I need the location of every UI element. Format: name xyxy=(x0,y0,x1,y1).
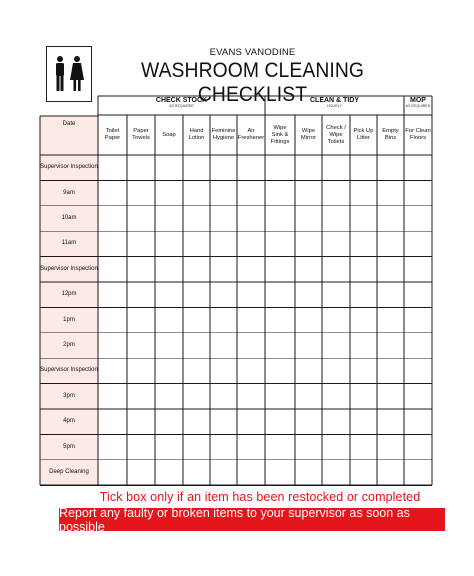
check-cell[interactable] xyxy=(99,283,126,306)
check-cell[interactable] xyxy=(99,385,126,408)
column-header-line: Floors xyxy=(409,135,427,141)
check-cell[interactable] xyxy=(351,283,376,306)
check-cell[interactable] xyxy=(238,207,264,230)
check-cell[interactable] xyxy=(266,207,294,230)
check-cell[interactable] xyxy=(238,308,264,331)
check-cell[interactable] xyxy=(184,232,209,255)
check-cell[interactable] xyxy=(351,258,376,281)
check-cell[interactable] xyxy=(184,258,209,281)
check-cell[interactable] xyxy=(238,359,264,382)
check-cell[interactable] xyxy=(211,461,236,484)
check-cell[interactable] xyxy=(405,283,431,306)
column-header xyxy=(404,117,432,153)
check-cell[interactable] xyxy=(211,410,236,433)
column-header-line: Wipe xyxy=(273,124,287,131)
check-cell[interactable] xyxy=(351,181,376,204)
check-cell[interactable] xyxy=(156,461,182,484)
row-label: 4pm xyxy=(63,418,75,425)
check-cell[interactable] xyxy=(211,156,236,179)
row-label: 9am xyxy=(63,189,75,196)
group-frequency: HOURLY xyxy=(327,104,342,108)
check-cell[interactable] xyxy=(296,435,321,458)
check-cell[interactable] xyxy=(184,385,209,408)
column-header xyxy=(98,117,127,153)
check-cell[interactable] xyxy=(296,410,321,433)
check-cell[interactable] xyxy=(156,385,182,408)
column-header-line: Hygiene xyxy=(212,135,235,141)
check-cell[interactable] xyxy=(128,258,154,281)
column-header xyxy=(237,117,265,153)
check-cell[interactable] xyxy=(351,308,376,331)
row-label: Supervisor Inspection xyxy=(40,265,98,272)
check-cell[interactable] xyxy=(211,207,236,230)
row-label: 2pm xyxy=(63,341,75,348)
check-cell[interactable] xyxy=(238,385,264,408)
check-cell[interactable] xyxy=(351,156,376,179)
check-cell[interactable] xyxy=(99,461,126,484)
check-cell[interactable] xyxy=(351,461,376,484)
check-cell[interactable] xyxy=(156,232,182,255)
column-header-line: Sink & xyxy=(271,131,289,138)
column-header xyxy=(127,117,155,153)
check-cell[interactable] xyxy=(296,385,321,408)
column-header-line: Toilets xyxy=(327,138,345,145)
check-cell[interactable] xyxy=(156,410,182,433)
check-cell[interactable] xyxy=(211,359,236,382)
check-cell[interactable] xyxy=(128,385,154,408)
check-cell[interactable] xyxy=(128,181,154,204)
check-cell[interactable] xyxy=(378,334,403,357)
check-cell[interactable] xyxy=(351,410,376,433)
column-header-line: Air xyxy=(247,128,255,134)
check-cell[interactable] xyxy=(378,359,403,382)
column-header-line: Pick Up xyxy=(353,128,374,134)
check-cell[interactable] xyxy=(128,461,154,484)
check-cell[interactable] xyxy=(323,181,349,204)
row-label: 5pm xyxy=(63,443,75,450)
check-cell[interactable] xyxy=(296,283,321,306)
check-cell[interactable] xyxy=(266,461,294,484)
check-cell[interactable] xyxy=(99,334,126,357)
row-label: Deep Cleaning xyxy=(49,468,89,475)
check-cell[interactable] xyxy=(238,435,264,458)
column-header-line: Lotion xyxy=(188,135,205,141)
check-cell[interactable] xyxy=(405,435,431,458)
check-cell[interactable] xyxy=(266,359,294,382)
check-cell[interactable] xyxy=(378,435,403,458)
tick-instruction: Tick box only if an item has been restocked or completed xyxy=(99,490,421,504)
check-cell[interactable] xyxy=(211,385,236,408)
row-label: 3pm xyxy=(63,392,75,399)
check-cell[interactable] xyxy=(296,334,321,357)
check-cell[interactable] xyxy=(156,435,182,458)
check-cell[interactable] xyxy=(323,359,349,382)
check-cell[interactable] xyxy=(99,258,126,281)
check-cell[interactable] xyxy=(128,435,154,458)
check-cell[interactable] xyxy=(156,181,182,204)
column-header-line: Soap xyxy=(162,131,176,138)
column-header-line: Feminine xyxy=(211,128,236,134)
check-cell[interactable] xyxy=(128,232,154,255)
check-cell[interactable] xyxy=(156,283,182,306)
check-cell[interactable] xyxy=(156,359,182,382)
check-cell[interactable] xyxy=(128,283,154,306)
check-cell[interactable] xyxy=(184,181,209,204)
check-cell[interactable] xyxy=(405,385,431,408)
check-cell[interactable] xyxy=(405,308,431,331)
check-cell[interactable] xyxy=(266,334,294,357)
check-cell[interactable] xyxy=(323,410,349,433)
check-cell[interactable] xyxy=(99,308,126,331)
check-cell[interactable] xyxy=(238,232,264,255)
check-cell[interactable] xyxy=(351,435,376,458)
check-cell[interactable] xyxy=(405,461,431,484)
row-label: 10am xyxy=(61,214,77,221)
row-label: 12pm xyxy=(61,291,77,298)
column-header xyxy=(265,117,295,153)
check-cell[interactable] xyxy=(378,410,403,433)
check-cell[interactable] xyxy=(184,283,209,306)
company-name: EVANS VANODINE xyxy=(209,47,296,58)
check-cell[interactable] xyxy=(266,232,294,255)
check-cell[interactable] xyxy=(405,156,431,179)
column-header-line: Bins xyxy=(384,135,397,141)
check-cell[interactable] xyxy=(378,461,403,484)
check-cell[interactable] xyxy=(405,359,431,382)
check-cell[interactable] xyxy=(351,232,376,255)
check-cell[interactable] xyxy=(238,181,264,204)
check-cell[interactable] xyxy=(405,207,431,230)
check-cell[interactable] xyxy=(323,461,349,484)
check-cell[interactable] xyxy=(184,156,209,179)
column-header-line: Towels xyxy=(132,135,150,141)
column-header xyxy=(377,117,404,153)
page-title: WASHROOM CLEANING CHECKLIST xyxy=(140,59,365,106)
check-cell[interactable] xyxy=(184,461,209,484)
check-cell[interactable] xyxy=(99,410,126,433)
column-header-line: For Clean xyxy=(405,128,431,134)
column-header xyxy=(210,117,237,153)
column-header xyxy=(183,117,210,153)
check-cell[interactable] xyxy=(211,232,236,255)
check-cell[interactable] xyxy=(266,258,294,281)
check-cell[interactable] xyxy=(128,334,154,357)
check-cell[interactable] xyxy=(296,258,321,281)
group-title: CHECK STOCK xyxy=(155,97,208,104)
column-header-line: Toilet xyxy=(105,128,120,134)
check-cell[interactable] xyxy=(296,156,321,179)
group-title: CLEAN & TIDY xyxy=(310,97,359,104)
check-cell[interactable] xyxy=(238,258,264,281)
check-cell[interactable] xyxy=(238,156,264,179)
group-frequency: AS REQUIRED xyxy=(169,104,194,108)
check-cell[interactable] xyxy=(211,308,236,331)
column-header-line: Empty xyxy=(382,128,399,134)
check-cell[interactable] xyxy=(156,258,182,281)
column-header-line: Litter xyxy=(357,135,370,141)
check-cell[interactable] xyxy=(211,181,236,204)
check-cell[interactable] xyxy=(184,334,209,357)
check-cell[interactable] xyxy=(99,181,126,204)
column-header-line: Check / xyxy=(326,124,346,131)
column-header-line: Paper xyxy=(104,135,121,141)
check-cell[interactable] xyxy=(296,359,321,382)
check-cell[interactable] xyxy=(266,308,294,331)
check-cell[interactable] xyxy=(378,258,403,281)
check-cell[interactable] xyxy=(238,283,264,306)
check-cell[interactable] xyxy=(323,232,349,255)
check-cell[interactable] xyxy=(99,359,126,382)
check-cell[interactable] xyxy=(266,283,294,306)
check-cell[interactable] xyxy=(378,156,403,179)
column-header xyxy=(155,117,183,153)
check-cell[interactable] xyxy=(323,156,349,179)
column-header-line: Fittings xyxy=(270,138,290,145)
check-cell[interactable] xyxy=(128,410,154,433)
check-cell[interactable] xyxy=(405,181,431,204)
check-cell[interactable] xyxy=(296,207,321,230)
check-cell[interactable] xyxy=(156,334,182,357)
check-cell[interactable] xyxy=(296,461,321,484)
check-cell[interactable] xyxy=(378,181,403,204)
check-cell[interactable] xyxy=(99,232,126,255)
check-cell[interactable] xyxy=(184,359,209,382)
column-header-line: Wipe xyxy=(329,131,343,138)
check-cell[interactable] xyxy=(405,258,431,281)
date-header: Date xyxy=(62,121,76,127)
check-cell[interactable] xyxy=(266,435,294,458)
row-label: 11am xyxy=(61,240,77,247)
check-cell[interactable] xyxy=(211,283,236,306)
column-header xyxy=(350,117,377,153)
group-frequency: AS REQUIRED xyxy=(405,104,431,108)
check-cell[interactable] xyxy=(323,435,349,458)
check-cell[interactable] xyxy=(211,435,236,458)
column-header-line: Wipe xyxy=(301,128,316,134)
check-cell[interactable] xyxy=(99,207,126,230)
check-cell[interactable] xyxy=(266,181,294,204)
row-label: Supervisor Inspection xyxy=(40,367,98,374)
check-cell[interactable] xyxy=(266,156,294,179)
check-cell[interactable] xyxy=(405,410,431,433)
check-cell[interactable] xyxy=(128,156,154,179)
check-cell[interactable] xyxy=(238,334,264,357)
check-cell[interactable] xyxy=(405,232,431,255)
check-cell[interactable] xyxy=(351,385,376,408)
group-header xyxy=(98,97,265,108)
check-cell[interactable] xyxy=(156,156,182,179)
check-cell[interactable] xyxy=(323,283,349,306)
check-cell[interactable] xyxy=(99,435,126,458)
column-header-line: Mirror xyxy=(300,135,317,141)
check-cell[interactable] xyxy=(156,207,182,230)
check-cell[interactable] xyxy=(296,181,321,204)
column-header-line: Hand xyxy=(189,128,204,134)
check-cell[interactable] xyxy=(211,334,236,357)
check-cell[interactable] xyxy=(351,359,376,382)
group-header xyxy=(404,97,432,108)
check-cell[interactable] xyxy=(184,435,209,458)
check-cell[interactable] xyxy=(238,461,264,484)
check-cell[interactable] xyxy=(128,308,154,331)
check-cell[interactable] xyxy=(405,334,431,357)
check-cell[interactable] xyxy=(238,410,264,433)
check-cell[interactable] xyxy=(323,207,349,230)
check-cell[interactable] xyxy=(266,410,294,433)
check-cell[interactable] xyxy=(296,308,321,331)
group-title: MOP xyxy=(410,97,426,104)
check-cell[interactable] xyxy=(378,308,403,331)
check-cell[interactable] xyxy=(99,156,126,179)
check-cell[interactable] xyxy=(323,385,349,408)
group-header xyxy=(265,97,404,108)
column-header-line: Paper xyxy=(133,128,149,134)
check-cell[interactable] xyxy=(323,308,349,331)
check-cell[interactable] xyxy=(378,283,403,306)
warning-banner xyxy=(59,505,445,534)
column-header xyxy=(322,117,350,153)
column-header xyxy=(295,117,322,153)
check-cell[interactable] xyxy=(184,207,209,230)
check-cell[interactable] xyxy=(323,334,349,357)
check-cell[interactable] xyxy=(266,385,294,408)
check-cell[interactable] xyxy=(296,232,321,255)
check-cell[interactable] xyxy=(378,385,403,408)
check-cell[interactable] xyxy=(128,207,154,230)
warning-text: Report any faulty or broken items to your supervisor as soon as possible xyxy=(59,505,410,534)
check-cell[interactable] xyxy=(156,308,182,331)
check-cell[interactable] xyxy=(184,308,209,331)
check-cell[interactable] xyxy=(323,258,349,281)
check-cell[interactable] xyxy=(211,258,236,281)
check-cell[interactable] xyxy=(184,410,209,433)
row-label: Supervisor Inspection xyxy=(40,164,98,171)
check-cell[interactable] xyxy=(378,207,403,230)
check-cell[interactable] xyxy=(351,334,376,357)
check-cell[interactable] xyxy=(351,207,376,230)
row-label: 1pm xyxy=(63,316,75,323)
column-header-line: Freshener xyxy=(237,135,265,141)
check-cell[interactable] xyxy=(128,359,154,382)
check-cell[interactable] xyxy=(378,232,403,255)
